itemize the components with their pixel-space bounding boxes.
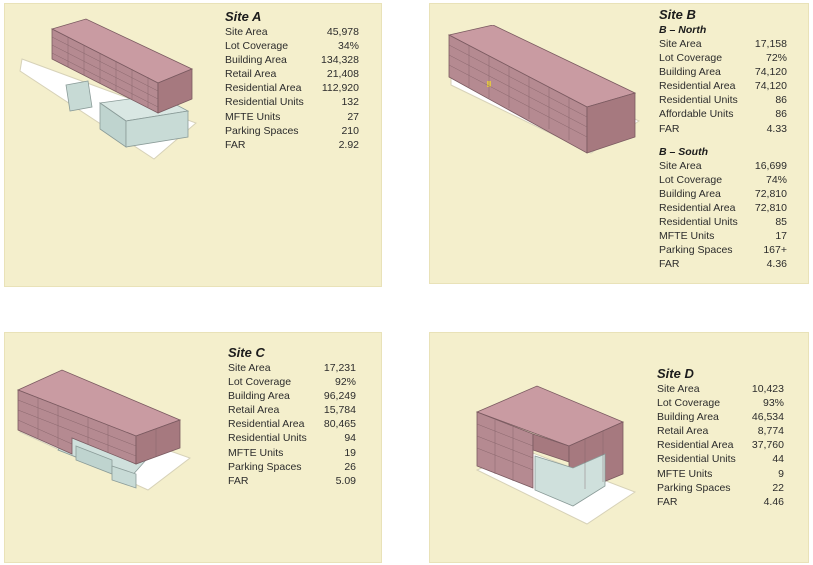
site-a-massing-illustration (8, 7, 208, 167)
stat-label: MFTE Units (228, 446, 284, 459)
stat-label: Lot Coverage (228, 376, 292, 389)
stat-value: 80,465 (323, 418, 356, 431)
stat-label: Site Area (659, 38, 702, 50)
stat-row (228, 361, 356, 375)
stat-value: 22 (772, 481, 784, 494)
stat-value: 86 (775, 94, 787, 107)
stat-label: FAR (225, 138, 246, 151)
stat-row (657, 424, 784, 438)
stat-row (228, 389, 356, 403)
stat-label: Residential Area (225, 82, 302, 95)
stat-row (228, 460, 356, 474)
stat-value: 210 (341, 124, 359, 137)
stat-value: 86 (775, 108, 787, 121)
site-a-stats (225, 9, 359, 152)
stat-label: Parking Spaces (659, 244, 733, 257)
stat-label: Retail Area (228, 404, 280, 417)
stat-row (225, 67, 359, 81)
stat-row (659, 229, 787, 243)
stat-label: FAR (657, 495, 678, 508)
stat-row (659, 107, 787, 121)
stat-label: Site Area (228, 362, 271, 374)
site-c-rows (228, 361, 356, 488)
stat-label: Retail Area (225, 68, 277, 81)
stat-value: 26 (344, 460, 356, 473)
stat-value: 112,920 (321, 82, 359, 95)
stat-label: Building Area (228, 390, 290, 403)
stat-value: 17 (775, 230, 787, 243)
stat-row (228, 474, 356, 488)
stat-label: Parking Spaces (225, 124, 299, 137)
stat-label: Lot Coverage (659, 52, 723, 65)
stat-label: Affordable Units (659, 108, 734, 121)
site-d-rows (657, 382, 784, 509)
stat-value: 17,231 (323, 362, 356, 374)
stat-label: Building Area (657, 411, 719, 424)
stat-row (225, 39, 359, 53)
stat-row (659, 37, 787, 51)
site-c-massing-illustration (12, 350, 202, 500)
stat-row (657, 481, 784, 495)
stat-label: MFTE Units (657, 467, 713, 480)
stat-value: 17,158 (754, 38, 787, 50)
stat-row (659, 65, 787, 79)
stat-value: 74% (765, 173, 787, 186)
stat-value: 74,120 (754, 80, 787, 93)
stat-row (225, 53, 359, 67)
site-c-panel (4, 332, 382, 563)
stat-value: 72,810 (754, 201, 787, 214)
stat-label: FAR (228, 474, 249, 487)
stat-value: 4.33 (766, 122, 787, 135)
stat-value: 44 (772, 453, 784, 466)
stat-label: Residential Area (659, 201, 736, 214)
stat-value: 4.46 (763, 495, 784, 508)
stat-value: 10,423 (751, 383, 784, 395)
stat-row (228, 446, 356, 460)
stat-value: 92% (334, 376, 356, 389)
stat-row (659, 215, 787, 229)
site-b-massing-illustration (441, 25, 641, 175)
stat-row (657, 382, 784, 396)
stat-row (225, 81, 359, 95)
stat-row (225, 124, 359, 138)
stat-label: Residential Units (659, 216, 738, 229)
stat-row (657, 438, 784, 452)
stat-label: Residential Units (659, 94, 738, 107)
stat-label: MFTE Units (659, 230, 715, 243)
stat-row (228, 417, 356, 431)
stat-label: Residential Units (228, 432, 307, 445)
stat-label: Lot Coverage (657, 397, 721, 410)
stat-value: 19 (344, 446, 356, 459)
site-d-panel (429, 332, 809, 563)
stat-value: 132 (341, 96, 359, 109)
stat-value: 74,120 (754, 66, 787, 79)
stat-value: 16,699 (754, 159, 787, 172)
stat-row (659, 159, 787, 173)
stat-label: Lot Coverage (225, 40, 289, 53)
site-c-stats (228, 345, 356, 488)
stat-row (659, 173, 787, 187)
site-c-title: Site C (228, 345, 265, 360)
stat-value: 15,784 (323, 404, 356, 417)
stat-label: Retail Area (657, 425, 709, 438)
stat-row (225, 95, 359, 109)
stat-value: 2.92 (338, 138, 359, 151)
site-b-panel (429, 3, 809, 284)
stat-value: 5.09 (335, 474, 356, 487)
stat-value: 93% (762, 397, 784, 410)
stat-label: Residential Units (225, 96, 304, 109)
stat-row (657, 396, 784, 410)
stat-value: 9 (778, 467, 784, 480)
stat-label: Site Area (657, 383, 700, 395)
stat-value: 96,249 (323, 390, 356, 403)
stat-value: 21,408 (326, 68, 359, 81)
stat-label: Residential Area (659, 80, 736, 93)
stat-row (657, 495, 784, 509)
stat-value: 134,328 (321, 54, 359, 67)
stat-label: Residential Units (657, 453, 736, 466)
site-d-massing-illustration (473, 346, 643, 526)
stat-value: 72% (765, 52, 787, 65)
site-d-stats (657, 366, 784, 509)
stat-label: Building Area (225, 54, 287, 67)
stat-row (659, 79, 787, 93)
stat-row (225, 138, 359, 152)
stat-row (657, 410, 784, 424)
site-b-north-title: B – North (659, 24, 707, 36)
stat-value: 45,978 (326, 26, 359, 38)
stat-row (225, 110, 359, 124)
stat-value: 34% (337, 40, 359, 53)
site-a-panel (4, 3, 382, 287)
stat-row (659, 122, 787, 136)
stat-value: 37,760 (751, 439, 784, 452)
stat-row (659, 93, 787, 107)
stat-label: Site Area (659, 159, 702, 172)
stat-value: 85 (775, 216, 787, 229)
stat-row (659, 243, 787, 257)
stat-label: Residential Area (657, 439, 734, 452)
stat-value: 46,534 (751, 411, 784, 424)
stat-row (659, 51, 787, 65)
stat-row (659, 257, 787, 271)
site-a-kiosk (66, 81, 92, 111)
stat-label: Site Area (225, 26, 268, 38)
stat-row (225, 25, 359, 39)
site-b-title: Site B (659, 7, 696, 22)
site-d-title: Site D (657, 366, 694, 381)
site-b-stats (659, 7, 787, 271)
stat-row (228, 403, 356, 417)
stat-row (228, 431, 356, 445)
stat-value: 167+ (763, 244, 787, 257)
stat-value: 72,810 (754, 187, 787, 200)
stat-row (657, 452, 784, 466)
site-a-title: Site A (225, 9, 262, 24)
stat-label: FAR (659, 122, 680, 135)
site-a-rows (225, 25, 359, 152)
stat-value: 94 (344, 432, 356, 445)
stat-value: 4.36 (766, 258, 787, 271)
stat-label: Parking Spaces (657, 481, 731, 494)
stat-label: Parking Spaces (228, 460, 302, 473)
stat-label: Residential Area (228, 418, 305, 431)
stat-row (228, 375, 356, 389)
stat-row (659, 187, 787, 201)
stat-label: Building Area (659, 66, 721, 79)
site-b-south-title: B – South (659, 145, 708, 158)
stat-value: 27 (347, 110, 359, 123)
stat-row (657, 467, 784, 481)
stat-label: Lot Coverage (659, 173, 723, 186)
stat-label: MFTE Units (225, 110, 281, 123)
stat-row (659, 201, 787, 215)
site-b-north-rows (659, 37, 787, 136)
site-b-south-rows (659, 159, 787, 272)
stat-value: 8,774 (757, 425, 784, 438)
stat-label: Building Area (659, 187, 721, 200)
stat-label: FAR (659, 258, 680, 271)
